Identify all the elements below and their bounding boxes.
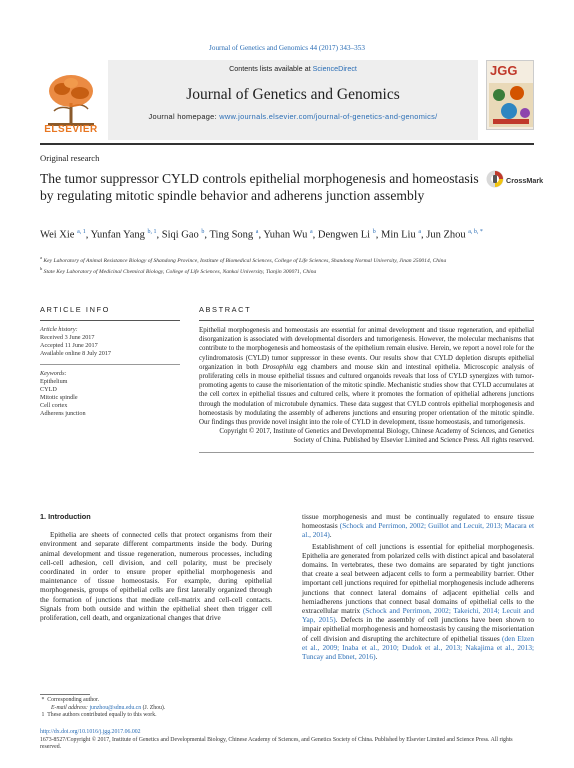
keyword: Epithelium [40,378,68,385]
author-affiliation-marker[interactable]: b [201,229,205,235]
abstract-bottom-rule [199,452,534,453]
body-right-column [302,512,534,661]
history-label: Article history: [40,326,78,333]
running-header[interactable]: Journal of Genetics and Genomics 44 (2017) 343–353 [209,44,365,52]
keywords [40,370,180,418]
author-name[interactable]: Ting Song [209,229,254,241]
footnote-equal: 1 These authors contributed equally to this work. [40,712,157,719]
cover-title: JGG [490,63,518,78]
author-affiliation-marker[interactable]: a [309,229,313,235]
article-info-heading: ARTICLE INFO [40,305,110,314]
author-affiliation-marker[interactable]: b [372,229,376,235]
journal-homepage [138,112,448,122]
homepage-label: Journal homepage: [148,112,220,121]
intro-paragraph-2: Establishment of cell junctions is essential for epithelial morphogenesis. Epithelia are generated from polarized cells with distinct apical and basolateral domains. In vertebrates, these two domains are separated by tight junctions that create a seal between adjacent cells to form a permeability barrier. Other important cell junctions required for epithelial morphogenesis include adherens junctions that connect lateral domains of adjacent epithelial cells and hemiadherens junctions that connect basal domains of epithelial cells to the extracellular matrix (Schock and Perrimon, 2002; Takeichi, 2014; Lecuit and Yap, 2015). Defects in the assembly of cell junctions have been shown to impair epithelial morphogenesis and homeostasis by causing the misorientation of cell division and disrupting the architecture of epithelial tissues (den Elzen et al., 2009; Inaba et al., 2010; Dudok et al., 2013; Nakajima et al., 2013; Tuncay and Ebnet, 2016). [302,541,534,662]
crossmark-button[interactable] [486,170,544,194]
author-name[interactable]: Yunfan Yang [90,229,145,241]
sciencedirect-link[interactable]: ScienceDirect [312,64,357,73]
keyword: CYLD [40,386,57,393]
abstract-text: Epithelial morphogenesis and homeostasis are essential for animal development and tissue regeneration, and epithelial disorganization is associated with developmental disorders and tumorigenesis. However, the molecular mechanisms that contribute to the morphogenesis and homeostasis of the epithelium remain elusive. Herein, we report a novel role for the cylindromatosis (CYLD) tumor suppressor in these events. Our results show that CYLD depletion disrupts epithelial organization in both Drosophila egg chambers and mouse skin and intestinal epithelia. Microscopic analysis of proliferating cells in mouse epithelial tissues and cultured organoids reveals that loss of CYLD synergizes with tumor-promoting agents to cause the misorientation of the mitotic spindle. Mechanistic studies show that CYLD accumulates at the cell cortex in epithelial tissues and cultured cells, where it promotes the formation of epithelial adherens junctions through the modulation of microtubule dynamics. These data suggest that CYLD controls epithelial morphogenesis and homeostasis by modulating the assembly of adherens junctions and ensuring proper orientation of the mitotic spindle. Our findings thus provide novel insight into the role of CYLD in development, tissue homeostasis, and tumorigenesis. [199,327,535,427]
affiliation-b: $^b$ State Key Laboratory of Medicinal Chemical Biology, College of Life Sciences, Nankai University, Tianjin 300071, China [40,265,317,275]
article-info-rule [40,320,180,321]
author-name[interactable]: Min Liu [380,229,416,241]
affiliations [40,254,534,276]
section-heading-introduction: 1. Introduction [40,512,91,521]
author-name[interactable]: Jun Zhou [426,229,466,241]
masthead-rule [40,143,534,145]
author-affiliation-marker[interactable]: a [418,229,421,235]
page-footer [40,729,534,752]
article-info-block [40,305,180,418]
crossmark-icon [486,170,504,188]
author-name[interactable]: Yuhan Wu [263,229,308,241]
elsevier-logo-text: ELSEVIER [44,124,98,135]
cover-art-icon [487,81,534,130]
author-name[interactable]: Dengwen Li [317,229,371,241]
masthead-center [108,60,478,140]
body-left-column [40,512,272,622]
author-name[interactable]: Wei Xie [40,229,75,241]
author-affiliation-marker[interactable]: a [255,229,259,235]
contents-prefix: Contents lists available at [229,64,313,73]
footnote-rule [40,694,90,695]
info-divider [40,364,180,365]
author-affiliation-marker[interactable]: a, b, * [468,229,483,235]
footnote-email: E-mail address: junzhou@sdnu.edu.cn (J. Zhou). [51,704,166,711]
citation-link[interactable]: (Schock and Perrimon, 2002; Guillot and Lecuit, 2013; Macara et al., 2014) [302,521,534,540]
abstract-rule [199,320,534,321]
citation-link[interactable]: (den Elzen et al., 2009; Inaba et al., 2010; Dudok et al., 2013; Nakajima et al., 2013; Tuncay and Ebnet, 2016) [302,633,534,662]
article-type: Original research [40,153,100,163]
keyword: Mitotic spindle [40,394,78,401]
issn-copyright: 1673-8527/Copyright © 2017, Institute of Genetics and Developmental Biology, Chinese Academy of Sciences, and Genetics Society of China. Published by Elsevier Limited and Science Press. All rights reserved. [40,736,513,751]
homepage-link[interactable]: www.journals.elsevier.com/journal-of-genetics-and-genomics/ [219,112,438,121]
abstract-block [199,305,534,453]
author-affiliation-marker[interactable]: a, 1 [77,229,86,235]
keyword: Cell cortex [40,402,68,409]
journal-masthead [40,60,534,140]
author-name[interactable]: Siqi Gao [161,229,199,241]
intro-paragraph-1: Epithelia are sheets of connected cells that protect organisms from their environment and separate different compartments inside the body. During animal development and tissue regeneration, numerous processes, including cell-cell adhesion, cell division, and cell polarity, must be precisely coordinated in order to ensure proper epithelial morphogenesis and maintenance of tissue homeostasis. For example, during epithelial morphogenesis, groups of epithelial cells are first laterally organized through the formation of junctions that mediate cell-matrix and cell-cell contacts. Signals from both outside and within the epithelial sheet then trigger cell proliferation, cell death, and organizational changes that drive [40,530,272,623]
article-title: The tumor suppressor CYLD controls epithelial morphogenesis and homeostasis by regulating mitotic spindle behavior and adherens junction assembly [40,171,479,203]
doi-link[interactable]: http://dx.doi.org/10.1016/j.jgg.2017.06.002 [40,729,141,735]
keywords-label: Keywords: [40,370,67,377]
footnote-corresponding: * Corresponding author. [40,697,100,703]
author-list: Wei Xie $^{a, 1}$, Yunfan Yang $^{b, 1}$, Siqi Gao $^b$, Ting Song $^a$, Yuhan Wu $^a$, Dengwen Li $^b$, Min Liu $^a$, Jun Zhou $^{a, b, *}$ [40,229,483,241]
contents-line [108,64,478,73]
crossmark-label: CrossMark [506,176,544,185]
email-link[interactable]: junzhou@sdnu.edu.cn [89,704,142,711]
footnotes [40,697,270,720]
keyword: Adherens junction [40,410,86,417]
history-received: Received 3 June 2017 [40,334,95,341]
history-online: Available online 8 July 2017 [40,350,112,357]
author-affiliation-marker[interactable]: b, 1 [147,229,157,235]
affiliation-a: $^a$ Key Laboratory of Animal Resistance Biology of Shandong Province, Institute of Biomedical Sciences, College of Life Sciences, Shandong Normal University, Jinan 250014, China [40,255,447,264]
citation-link[interactable]: (Schock and Perrimon, 2002; Takeichi, 2014; Lecuit and Yap, 2015) [302,606,534,625]
abstract-heading: ABSTRACT [199,305,252,314]
abstract-copyright: Copyright © 2017, Institute of Genetics and Developmental Biology, Chinese Academy of Sciences, and Genetics Society of China. Published by Elsevier Limited and Science Press. All rights reserved. [219,428,534,445]
history-accepted: Accepted 11 June 2017 [40,342,98,349]
journal-cover-image [486,60,534,130]
intro-paragraph-continued: tissue morphogenesis and must be continually regulated to ensure tissue homeostasis (Schock and Perrimon, 2002; Guillot and Lecuit, 2013; Macara et al., 2014). [302,512,534,540]
article-history [40,326,180,358]
journal-title: Journal of Genetics and Genomics [186,86,400,103]
